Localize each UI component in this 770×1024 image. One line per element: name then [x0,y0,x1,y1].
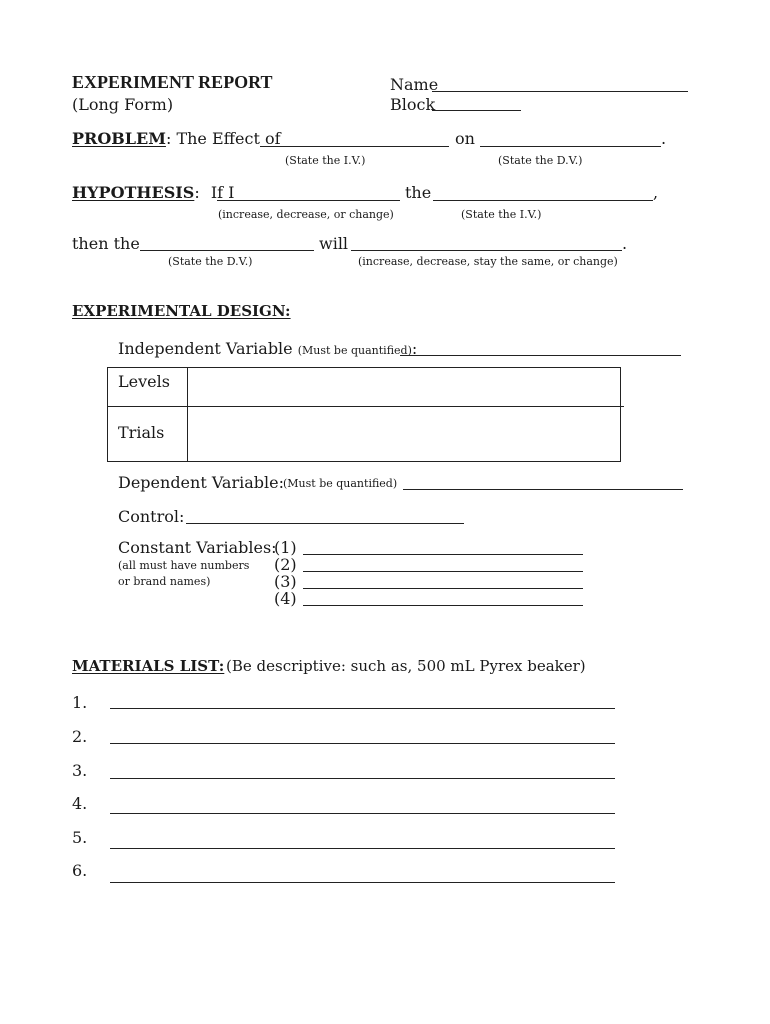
constant-number-4: (4) [274,589,297,608]
problem-dv-hint: (State the D.V.) [498,154,583,167]
hypothesis-colon: : [194,183,200,202]
name-label: Name [390,75,439,94]
constant-number-1: (1) [274,538,297,557]
iv-label: Independent Variable [118,339,293,358]
constants-note-1: (all must have numbers [118,559,250,572]
material-field-2[interactable] [110,727,615,744]
hypothesis-iv-hint: (State the I.V.) [461,208,542,221]
constant-number-3: (3) [274,572,297,591]
material-field-4[interactable] [110,797,615,814]
problem-heading: PROBLEM [72,129,166,148]
materials-note: (Be descriptive: such as, 500 mL Pyrex beaker) [226,657,586,675]
constant-field-2[interactable] [303,555,583,572]
problem-row [72,129,281,148]
table-col-divider-bottom [187,406,188,461]
dv-note: (Must be quantified) [283,477,398,490]
hypothesis-iv-field[interactable] [433,184,653,201]
constants-note-2: or brand names) [118,575,211,588]
hypothesis-if-text: If I [210,183,235,202]
hypothesis-period: . [622,234,628,253]
dv-field[interactable] [403,473,683,490]
material-number-6: 6. [72,861,88,880]
hypothesis-change-field[interactable] [217,184,400,201]
iv-field[interactable] [400,339,681,356]
hypothesis-the-text: the [405,183,432,202]
iv-note: (Must be quantified) [297,344,412,357]
block-field[interactable] [432,94,521,111]
block-label: Block [390,95,436,114]
levels-field[interactable] [192,370,616,404]
problem-colon: : [165,129,172,148]
problem-dv-field[interactable] [480,130,661,147]
material-field-3[interactable] [110,762,615,779]
hypothesis-heading: HYPOTHESIS [72,183,195,202]
hypothesis-comma: , [653,183,659,202]
report-subtitle: (Long Form) [72,95,174,114]
materials-heading: MATERIALS LIST: [72,657,225,675]
hypothesis-row [72,183,234,202]
dv-label: Dependent Variable: [118,473,284,492]
material-field-6[interactable] [110,866,615,883]
report-title: EXPERIMENT REPORT [72,72,273,92]
constant-field-3[interactable] [303,572,583,589]
design-heading: EXPERIMENTAL DESIGN: [72,302,291,320]
material-number-5: 5. [72,828,88,847]
constant-field-1[interactable] [303,538,583,555]
hypothesis-dv-field[interactable] [140,234,314,251]
problem-on-text: on [455,129,475,148]
name-field[interactable] [432,75,688,92]
hypothesis-dv-hint: (State the D.V.) [168,255,253,268]
table-row-divider [107,406,624,407]
trials-label: Trials [118,423,165,442]
constants-label: Constant Variables: [118,538,277,557]
material-field-5[interactable] [110,832,615,849]
hypothesis-result-field[interactable] [351,234,622,251]
levels-label: Levels [118,372,170,391]
problem-effect-text: The Effect of [176,129,281,148]
control-field[interactable] [186,507,464,524]
material-number-4: 4. [72,794,88,813]
iv-row [118,339,417,358]
constant-number-2: (2) [274,555,297,574]
trials-field[interactable] [192,409,616,458]
hypothesis-result-hint: (increase, decrease, stay the same, or change) [358,255,618,268]
problem-iv-hint: (State the I.V.) [285,154,366,167]
material-number-1: 1. [72,693,88,712]
problem-iv-field[interactable] [260,130,449,147]
hypothesis-will-text: will [319,234,349,253]
iv-colon: : [411,339,418,358]
material-number-3: 3. [72,761,88,780]
constant-field-4[interactable] [303,589,583,606]
material-field-1[interactable] [110,692,615,709]
material-number-2: 2. [72,727,88,746]
hypothesis-then-text: then the [72,234,140,253]
control-label: Control: [118,507,185,526]
hypothesis-change-hint: (increase, decrease, or change) [218,208,394,221]
table-col-divider-top [187,367,188,407]
problem-period: . [661,129,667,148]
